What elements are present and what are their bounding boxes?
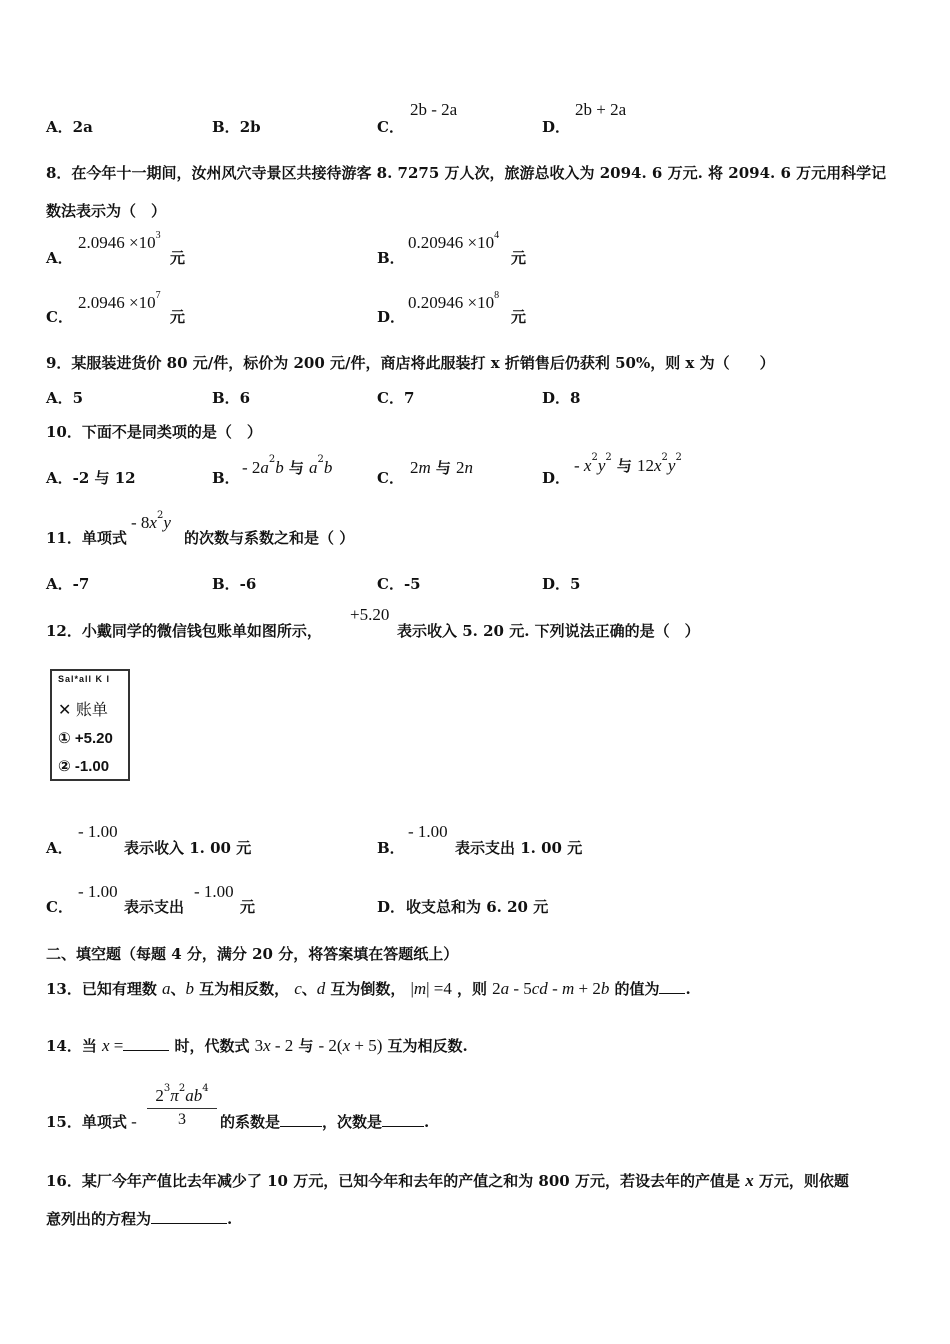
q10-option-c: 2m 与 2n — [410, 458, 473, 477]
q16-stem: 16．某厂今年产值比去年减少了 10 万元，已知今年和去年的产值之和为 800 万元，若设去年的产值是 x 万元，则依题 — [46, 1171, 849, 1190]
wallet-status-bar: Sal*all K I — [58, 674, 111, 684]
q8-c-unit: 元 — [170, 308, 186, 326]
q8-option-c: $2.0946 \times 10^7$ — [78, 290, 161, 312]
q7-option-d-expr: 2b + 2a — [575, 100, 627, 119]
q8-option-b: $0.20946 \times 10^4$ — [408, 230, 500, 252]
q11-option-b: B．-6 — [212, 575, 257, 593]
q11-option-a: A．-7 — [46, 575, 90, 593]
q9-stem: 9．某服装进货价 80 元/件，标价为 200 元/件，商店将此服装打 x 折销售后仍获利 50%，则 x 为（ ） — [46, 354, 775, 372]
q8-d-label: D． — [377, 308, 406, 326]
wallet-row-1: ① +5.20 — [58, 730, 113, 747]
q12-amount: +5.20 — [350, 605, 390, 624]
q10-b-label: B． — [212, 469, 240, 487]
q10-option-b: - $2a^2b$ 与 $a^2b$ — [242, 454, 333, 477]
q10-option-d: - $x^2y^2$ 与 $12x^2y^2$ — [574, 452, 682, 475]
q15-stem-pre: 15．单项式 - — [46, 1112, 137, 1131]
q8-option-d: $0.20946 \times 10^8$ — [408, 290, 500, 312]
q8-c-label: C． — [46, 308, 73, 326]
q9-option-a: A．5 — [46, 389, 84, 407]
q11-option-d: D．5 — [542, 575, 581, 593]
q15-stem-post: 的系数是 ，次数是 . — [220, 1113, 430, 1131]
q13-line: 13．已知有理数 a、b 互为相反数， c、d 互为倒数， |m| =4 ，则 2a - 5cd - m + 2b 的值为 . — [46, 979, 691, 998]
q12-c-unit: 元 — [240, 898, 256, 916]
q10-d-label: D． — [542, 469, 571, 487]
q10-stem: 10．下面不是同类项的是（ ） — [46, 423, 262, 441]
q8-a-label: A． — [46, 249, 73, 267]
q12-c-value-2: - 1.00 — [194, 882, 234, 901]
q8-stem-cont: 数法表示为（ ） — [46, 202, 167, 220]
q10-c-label: C． — [377, 469, 404, 487]
q11-option-c: C．-5 — [377, 575, 421, 593]
q14-line: 14．当 x = 时，代数式 3x - 2 与 - 2(x + 5) 互为相反数. — [46, 1036, 468, 1055]
q12-stem-post: 表示收入 5. 20 元. 下列说法正确的是（ ） — [397, 622, 700, 640]
q8-stem: 8．在今年十一期间，汝州风穴寺景区共接待游客 8. 7275 万人次，旅游总收入为 2094. 6 万元. 将 2094. 6 万元用科学记 — [46, 164, 887, 182]
section-fill-in-heading: 二、填空题（每题 4 分，满分 20 分，将答案填在答题纸上） — [46, 945, 459, 963]
q12-option-d: 收支总和为 6. 20 元 — [406, 898, 549, 916]
q7-option-c-expr: 2b - 2a — [410, 100, 458, 119]
q8-option-a: $2.0946 \times 10^3$ — [78, 230, 161, 252]
q15-fraction: $\frac{2^3\pi^2ab^4}{3}$ — [147, 1086, 217, 1129]
q9-option-b: B．6 — [212, 389, 251, 407]
q9-option-d: D．8 — [542, 389, 581, 407]
q7-option-a: A．2a — [46, 118, 93, 136]
q8-d-unit: 元 — [511, 308, 527, 326]
q12-c-value: - 1.00 — [78, 882, 118, 901]
wallet-bill-figure — [50, 669, 130, 781]
q12-option-b: 表示支出 1. 00 元 — [455, 839, 583, 857]
q11-stem-post: 的次数与系数之和是（ ） — [184, 529, 355, 547]
q12-b-label: B． — [377, 839, 405, 857]
q12-c-label: C． — [46, 898, 73, 916]
q8-a-unit: 元 — [170, 249, 186, 267]
q12-d-label: D． — [377, 898, 406, 916]
q7-option-d-label: D． — [542, 118, 571, 136]
q12-a-value: - 1.00 — [78, 822, 118, 841]
q8-b-unit: 元 — [511, 249, 527, 267]
q12-option-a: 表示收入 1. 00 元 — [124, 839, 252, 857]
q7-option-c-label: C． — [377, 118, 404, 136]
q8-b-label: B． — [377, 249, 405, 267]
q11-monomial: - $8x^2y$ — [131, 510, 171, 532]
q12-a-label: A． — [46, 839, 73, 857]
q10-option-a: A．-2 与 12 — [46, 469, 136, 487]
q12-option-c: 表示支出 — [124, 898, 185, 916]
q7-option-b: B．2b — [212, 118, 261, 136]
q16-stem-cont: 意列出的方程为 . — [46, 1210, 233, 1228]
q9-option-c: C．7 — [377, 389, 415, 407]
q12-b-value: - 1.00 — [408, 822, 448, 841]
q12-stem-pre: 12．小戴同学的微信钱包账单如图所示， — [46, 622, 322, 640]
wallet-title: ✕ 账单 — [58, 702, 108, 719]
wallet-row-2: ② -1.00 — [58, 758, 110, 775]
q11-stem-pre: 11．单项式 — [46, 529, 127, 547]
